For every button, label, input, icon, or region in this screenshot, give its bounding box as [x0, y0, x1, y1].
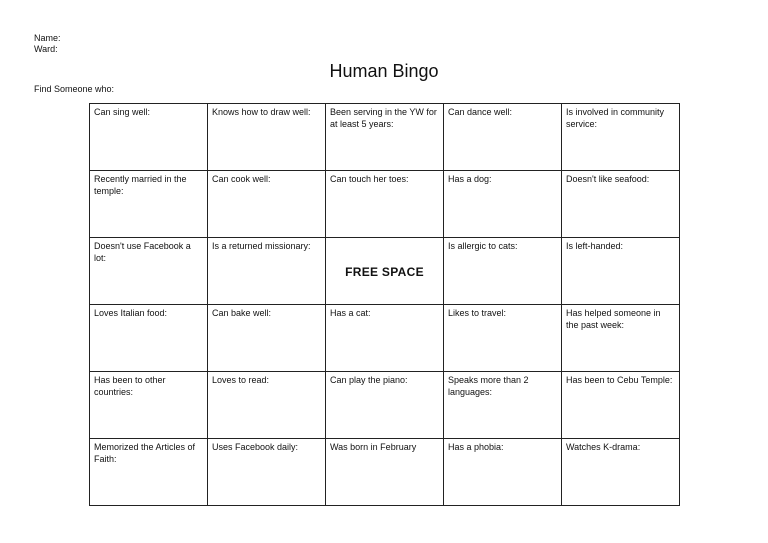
bingo-cell: Watches K-drama:: [562, 439, 680, 506]
bingo-cell: Speaks more than 2 languages:: [444, 372, 562, 439]
bingo-cell: Knows how to draw well:: [208, 104, 326, 171]
bingo-cell: Was born in February: [326, 439, 444, 506]
bingo-cell: Doesn't use Facebook a lot:: [90, 238, 208, 305]
bingo-cell: Has helped someone in the past week:: [562, 305, 680, 372]
bingo-cell: Recently married in the temple:: [90, 171, 208, 238]
bingo-cell: Loves Italian food:: [90, 305, 208, 372]
bingo-cell: Has a cat:: [326, 305, 444, 372]
page-title: Human Bingo: [329, 61, 439, 81]
bingo-cell: Can play the piano:: [326, 372, 444, 439]
bingo-cell: Has a dog:: [444, 171, 562, 238]
bingo-cell: Has been to other countries:: [90, 372, 208, 439]
bingo-row: [90, 171, 680, 238]
bingo-cell: Can bake well:: [208, 305, 326, 372]
bingo-cell: Is allergic to cats:: [444, 238, 562, 305]
bingo-cell: Is a returned missionary:: [208, 238, 326, 305]
bingo-cell: Doesn't like seafood:: [562, 171, 680, 238]
bingo-row: [90, 104, 680, 171]
bingo-cell: Been serving in the YW for at least 5 years:: [326, 104, 444, 171]
bingo-cell: Is left-handed:: [562, 238, 680, 305]
bingo-cell: Loves to read:: [208, 372, 326, 439]
bingo-cell: Has a phobia:: [444, 439, 562, 506]
name-label: Name:: [34, 33, 61, 43]
bingo-cell: Can cook well:: [208, 171, 326, 238]
bingo-cell: Likes to travel:: [444, 305, 562, 372]
bingo-cell: Uses Facebook daily:: [208, 439, 326, 506]
bingo-row: [90, 372, 680, 439]
bingo-cell: Is involved in community service:: [562, 104, 680, 171]
instructions-text: Find Someone who:: [34, 84, 115, 94]
bingo-cell: Memorized the Articles of Faith:: [90, 439, 208, 506]
bingo-row: [90, 439, 680, 506]
free-space-cell: FREE SPACE: [326, 238, 444, 305]
bingo-row: [90, 305, 680, 372]
bingo-cell: Can sing well:: [90, 104, 208, 171]
bingo-grid: [89, 103, 680, 506]
bingo-cell: Can touch her toes:: [326, 171, 444, 238]
bingo-row: [90, 238, 680, 305]
ward-label: Ward:: [34, 44, 58, 54]
bingo-cell: Can dance well:: [444, 104, 562, 171]
bingo-cell: Has been to Cebu Temple:: [562, 372, 680, 439]
